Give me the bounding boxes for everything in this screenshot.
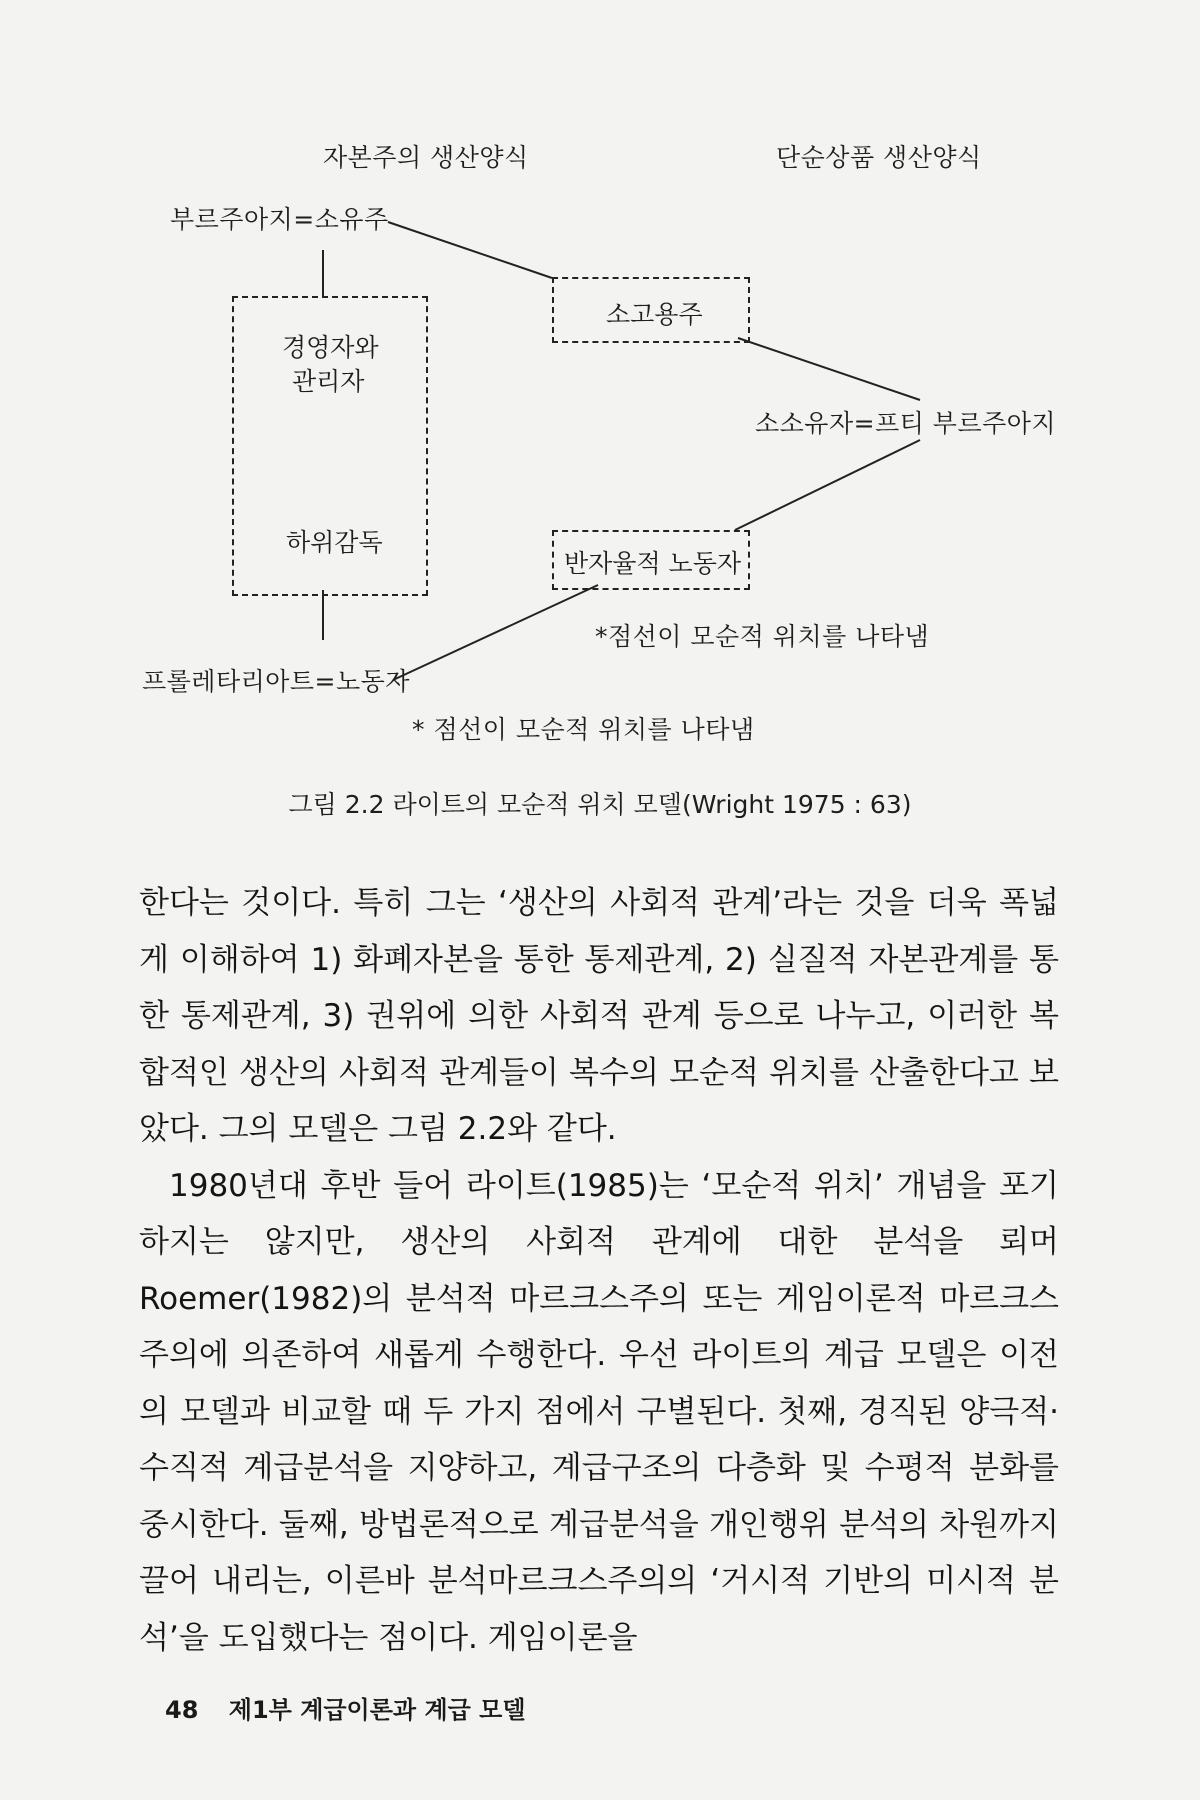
note-inner: *점선이 모순적 위치를 나타냄	[595, 622, 930, 651]
line-proletariat-to-semi-autonomous	[393, 585, 598, 680]
figure-caption: 그림 2.2 라이트의 모순적 위치 모델(Wright 1975 : 63)	[288, 790, 912, 819]
label-petty-bourgeoisie: 소소유자=프티 부르주아지	[755, 409, 1057, 438]
box-semi-autonomous-workers	[552, 530, 750, 590]
line-petty-to-semi-autonomous	[735, 440, 920, 530]
page-footer	[165, 1690, 526, 1725]
label-proletariat: 프롤레타리아트=노동자	[142, 667, 410, 696]
label-managers: 경영자와	[282, 333, 379, 362]
box-managers-supervisors	[232, 296, 428, 596]
box-small-employers	[552, 277, 750, 343]
paragraph-1: 한다는 것이다. 특히 그는 ‘생산의 사회적 관계’라는 것을 더욱 폭넓게 이해하여 1) 화폐자본을 통한 통제관계, 2) 실질적 자본관계를 통한 통제관계, 3) 권위에 의한 사회적 관계 등으로 나누고, 이러한 복합적인 생산의 사회적 관계들이 복수의 모순적 위치를 산출한다고 보았다. 그의 모델은 그림 2.2와 같다.	[139, 885, 1059, 1147]
label-semi-autonomous: 반자율적 노동자	[564, 549, 741, 578]
header-simple-commodity-mode: 단순상품 생산양식	[776, 143, 982, 172]
line-bourgeoisie-to-small-employers	[388, 222, 552, 278]
line-small-employers-to-petty	[738, 338, 920, 400]
paragraph-2: 1980년대 후반 들어 라이트(1985)는 ‘모순적 위치’ 개념을 포기하지는 않지만, 생산의 사회적 관계에 대한 분석을 뢰머 Roemer(1982)의 분석적 마르크스주의 또는 게임이론적 마르크스주의에 의존하여 새롭게 수행한다. 우선 라이트의 계급 모델은 이전의 모델과 비교할 때 두 가지 점에서 구별된다. 첫째, 경직된 양극적·수직적 계급분석을 지양하고, 계급구조의 다층화 및 수평적 분화를 중시한다. 둘째, 방법론적으로 계급분석을 개인행위 분석의 차원까지 끌어 내리는, 이른바 분석마르크스주의의 ‘거시적 기반의 미시적 분석’을 도입했다는 점이다. 게임이론을	[139, 1167, 1059, 1656]
label-bourgeoisie: 부르주아지=소유주	[170, 205, 389, 234]
running-title: 제1부 계급이론과 계급 모델	[228, 1696, 526, 1724]
label-managers-line2: 관리자	[292, 367, 365, 396]
header-capitalist-mode: 자본주의 생산양식	[323, 143, 529, 172]
label-supervisors: 하위감독	[286, 528, 383, 557]
class-position-diagram	[0, 0, 1200, 860]
note-outer: * 점선이 모순적 위치를 나타냄	[412, 715, 755, 744]
body-text	[139, 875, 1059, 1666]
page-number: 48	[165, 1696, 199, 1724]
label-small-employers: 소고용주	[606, 300, 703, 329]
